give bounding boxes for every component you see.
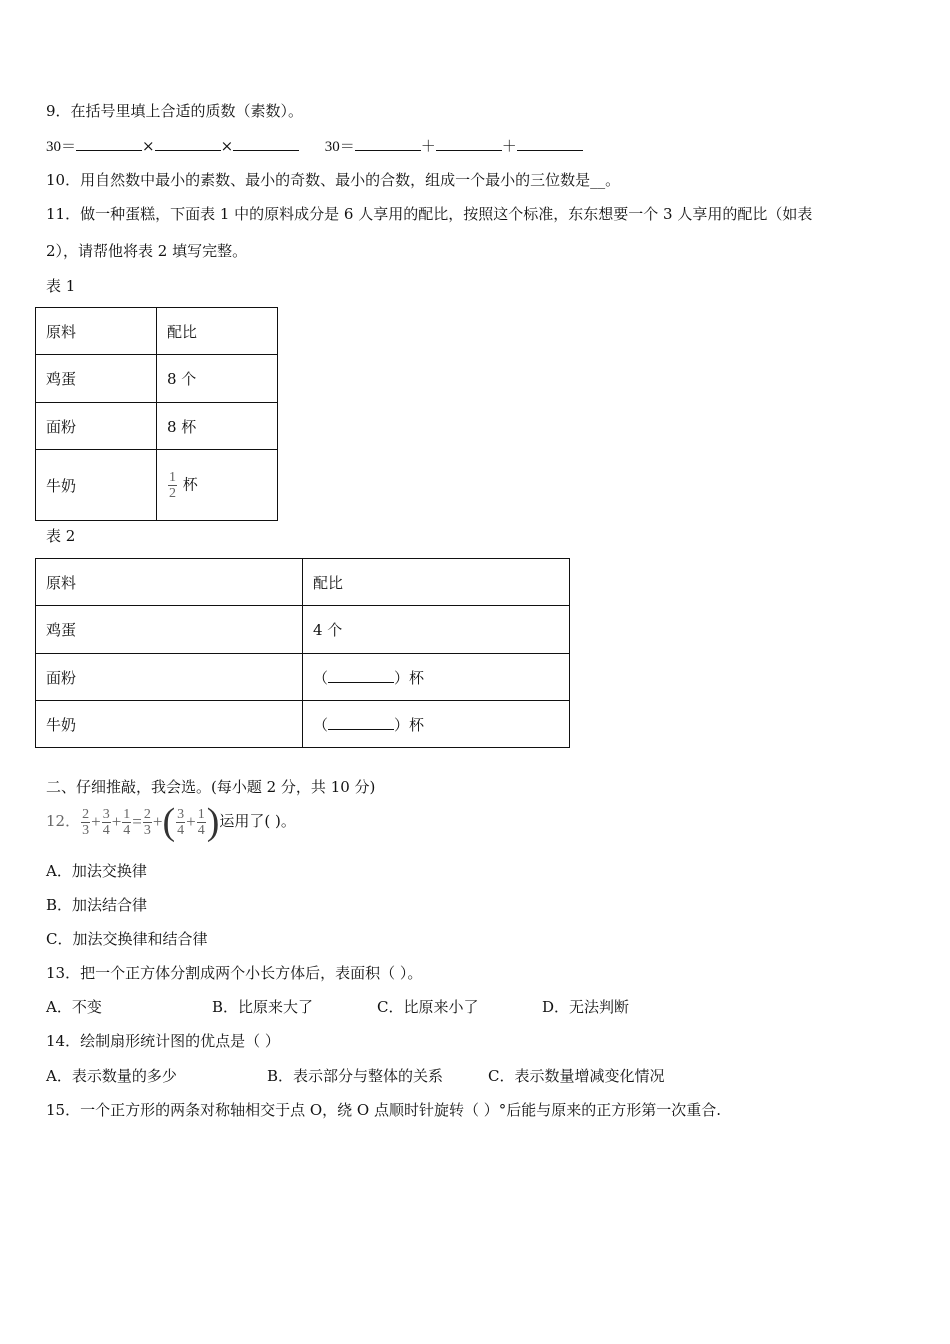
q9-blank-2[interactable] <box>155 136 221 151</box>
q9-equations <box>46 136 583 157</box>
table1-row-value <box>157 450 278 521</box>
table1-header-ratio: 配比 <box>157 308 278 355</box>
table2-row-item: 牛奶 <box>36 701 303 748</box>
table2-row-value: 4 个 <box>303 606 570 654</box>
q12-suffix: 运用了( )。 <box>219 812 296 830</box>
table1-header-item: 原料 <box>36 308 157 355</box>
fraction: $\frac{2}{3}$ <box>143 806 151 838</box>
table2-row-value: （ ）杯 <box>303 701 570 748</box>
milk-blank[interactable] <box>328 715 394 730</box>
q9-eq2-lhs: 30＝ <box>324 139 355 155</box>
q14-option-b[interactable]: B．表示部分与整体的关系 <box>267 1067 444 1085</box>
q13-option-d[interactable]: D．无法判断 <box>542 998 630 1016</box>
fraction: $\frac{1}{4}$ <box>197 806 205 838</box>
table1-row-value: 8 个 <box>157 355 278 403</box>
table-2 <box>35 558 570 748</box>
milk-unit: 杯 <box>182 475 198 493</box>
fraction: $\frac{3}{4}$ <box>102 806 110 838</box>
q10-text: 10．用自然数中最小的素数、最小的奇数、最小的合数，组成一个最小的三位数是__。 <box>46 171 621 189</box>
fraction: $\frac{3}{4}$ <box>177 806 185 838</box>
q15-text: 15．一个正方形的两条对称轴相交于点 O，绕 O 点顺时针旋转（ ）°后能与原来的正方形第一次重合. <box>46 1101 722 1119</box>
table2-row-value: （ ）杯 <box>303 654 570 701</box>
q12-option-c[interactable]: C．加法交换律和结合律 <box>46 930 208 948</box>
milk-fraction: $\frac{1}{2}$ <box>169 469 176 501</box>
q11-line2: 2），请帮他将表 2 填写完整。 <box>46 242 248 260</box>
q13-option-c[interactable]: C．比原来小了 <box>377 998 479 1016</box>
q9-blank-1[interactable] <box>76 136 142 151</box>
q9-text: 9．在括号里填上合适的质数（素数）。 <box>46 102 304 120</box>
q11-line1: 11．做一种蛋糕，下面表 1 中的原料成分是 6 人享用的配比，按照这个标准，东东想要一个 3 人享用的配比（如表 <box>46 205 813 223</box>
table1-row-item: 牛奶 <box>36 450 157 521</box>
q13-option-a[interactable]: A．不变 <box>46 998 102 1016</box>
q13-option-b[interactable]: B．比原来大了 <box>212 998 314 1016</box>
q9-blank-6[interactable] <box>517 136 583 151</box>
q12-number: 12． <box>46 812 81 830</box>
table2-header-item: 原料 <box>36 559 303 606</box>
fraction: $\frac{2}{3}$ <box>82 806 90 838</box>
table2-header-ratio: 配比 <box>303 559 570 606</box>
q9-blank-4[interactable] <box>355 136 421 151</box>
fraction: $\frac{1}{4}$ <box>123 806 131 838</box>
q12-option-a[interactable]: A．加法交换律 <box>46 862 147 880</box>
q14-option-a[interactable]: A．表示数量的多少 <box>46 1067 177 1085</box>
q13-text: 13．把一个正方体分割成两个小长方体后，表面积（ ）。 <box>46 964 423 982</box>
q9-blank-5[interactable] <box>436 136 502 151</box>
q9-eq1-lhs: 30＝ <box>46 139 77 155</box>
table2-caption: 表 2 <box>46 527 76 545</box>
q12-option-b[interactable]: B．加法结合律 <box>46 896 148 914</box>
flour-blank[interactable] <box>328 668 394 683</box>
q9-blank-3[interactable] <box>233 136 299 151</box>
section-2-title: 二、仔细推敲，我会选。(每小题 2 分，共 10 分) <box>46 778 376 796</box>
table2-row-item: 面粉 <box>36 654 303 701</box>
q14-text: 14．绘制扇形统计图的优点是（ ） <box>46 1032 280 1050</box>
plus-sign: ＋ <box>420 137 436 155</box>
table-1 <box>35 307 278 521</box>
table1-row-item: 面粉 <box>36 403 157 450</box>
table1-row-value: 8 杯 <box>157 403 278 450</box>
q12-expression: 12． $\frac{2}{3}$ + $\frac{3}{4}$ + $\frac{1}{4}$ = $\frac{2}{3}$ +( $\frac{3}{4}$ + $\frac{1}{4}$ )运用了( )。 <box>46 801 296 843</box>
times-sign: × <box>220 137 234 155</box>
times-sign: × <box>142 137 155 155</box>
table1-row-item: 鸡蛋 <box>36 355 157 403</box>
table1-caption: 表 1 <box>46 277 76 295</box>
table2-row-item: 鸡蛋 <box>36 606 303 654</box>
q14-option-c[interactable]: C．表示数量增减变化情况 <box>488 1067 665 1085</box>
plus-sign: ＋ <box>501 137 517 155</box>
